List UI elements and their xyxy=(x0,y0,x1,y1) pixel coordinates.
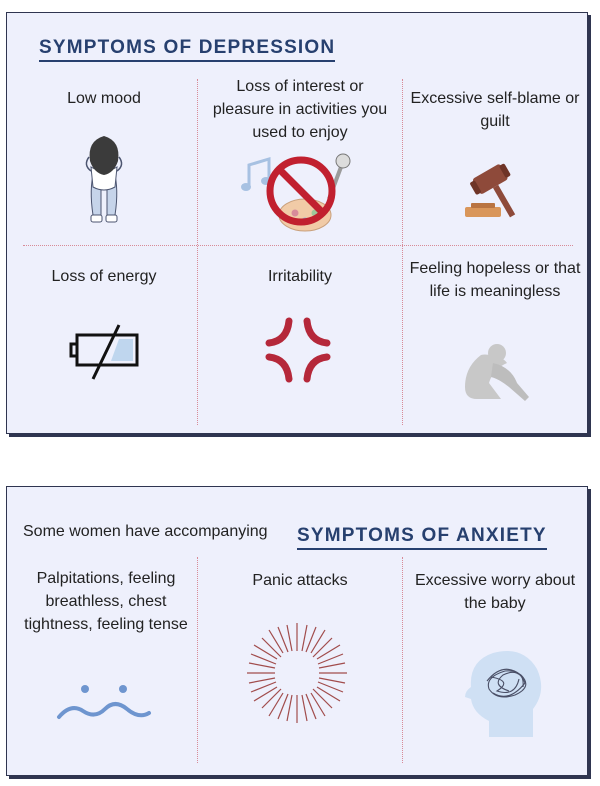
depression-heading: SYMPTOMS OF DEPRESSION xyxy=(39,37,335,62)
symptom-panic-attacks: Panic attacks xyxy=(252,572,348,589)
symptom-self-blame: Excessive self-blame or guilt xyxy=(410,90,580,130)
tense-face-icon xyxy=(55,683,153,723)
burst-icon xyxy=(245,621,349,725)
no-hobbies-icon xyxy=(241,145,351,233)
depression-panel xyxy=(6,12,588,434)
divider xyxy=(402,79,403,425)
anger-symbol-icon xyxy=(263,315,333,385)
symptom-hopeless: Feeling hopeless or that life is meaningless xyxy=(409,260,581,300)
gavel-icon xyxy=(459,159,533,219)
symptom-low-mood: Low mood xyxy=(67,90,141,107)
symptom-irritability: Irritability xyxy=(267,268,332,285)
hopeless-person-icon xyxy=(455,343,535,403)
distressed-person-icon xyxy=(79,131,129,225)
divider xyxy=(197,557,198,763)
symptom-palpitations: Palpitations, feeling breathless, chest tightness, feeling tense xyxy=(24,570,188,633)
symptom-worry-baby: Excessive worry about the baby xyxy=(414,572,576,612)
anxiety-panel xyxy=(6,486,588,776)
tangled-head-icon xyxy=(463,647,545,739)
anxiety-heading: SYMPTOMS OF ANXIETY xyxy=(297,525,547,550)
anxiety-intro: Some women have accompanying xyxy=(23,523,268,540)
divider xyxy=(197,79,198,425)
divider xyxy=(402,557,403,763)
symptom-loss-of-interest: Loss of interest or pleasure in activities you used to enjoy xyxy=(212,78,388,141)
divider xyxy=(23,245,573,246)
empty-battery-icon xyxy=(69,323,141,381)
symptom-loss-of-energy: Loss of energy xyxy=(51,268,157,285)
